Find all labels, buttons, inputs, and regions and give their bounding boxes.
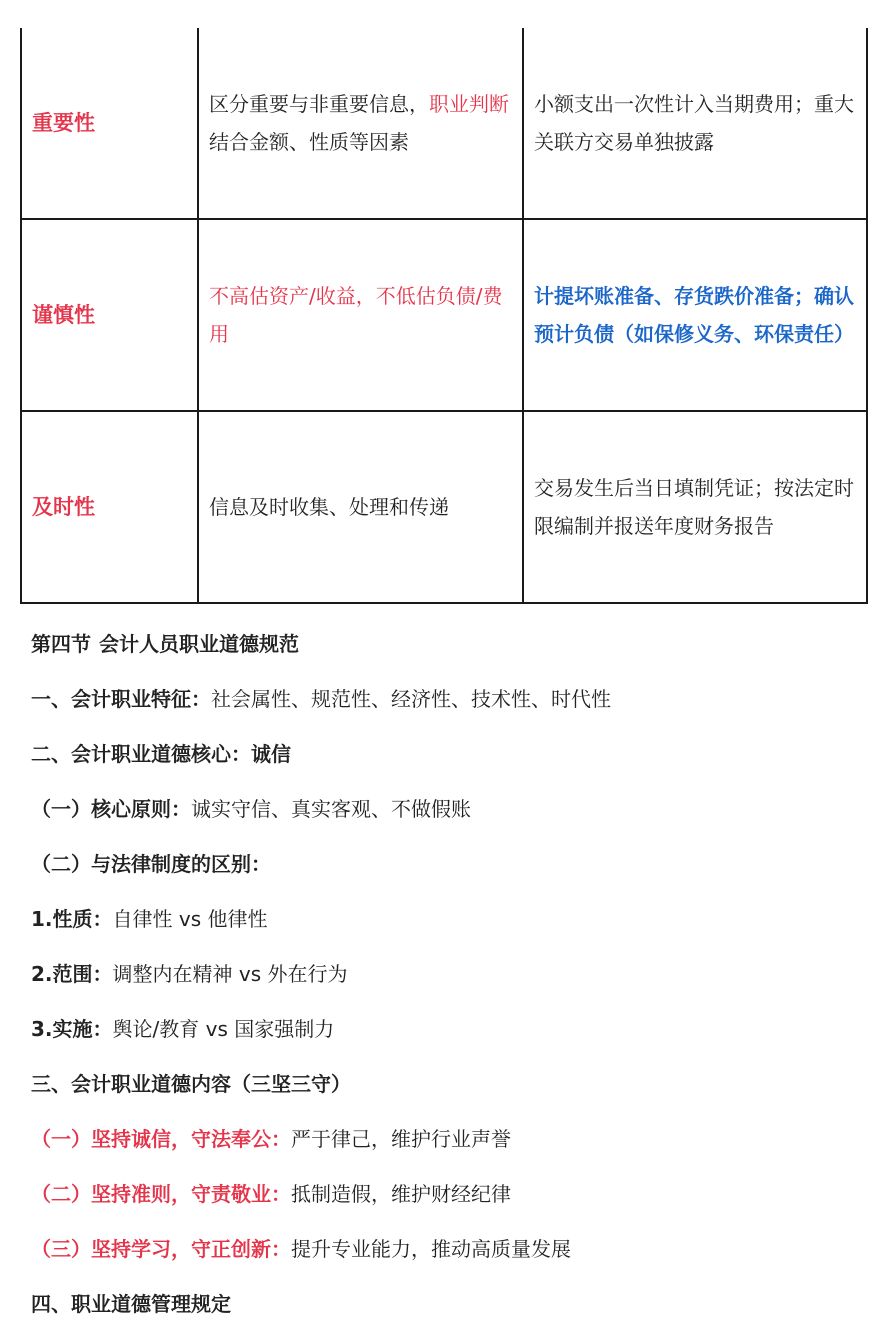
list-item-text: 自律性 vs 他律性 <box>112 907 268 931</box>
description-highlight: 职业判断 <box>429 92 509 116</box>
section-name: 会计人员职业道德规范 <box>99 632 299 656</box>
list-item-integrity <box>31 1119 511 1159</box>
example-text: 小额支出一次性计入当期费用；重大关联方交易单独披露 <box>534 92 854 154</box>
list-item-text: 严于律己，维护行业声誉 <box>291 1127 511 1151</box>
paragraph-core: 二、会计职业道德核心：诚信 <box>31 742 291 766</box>
paragraph-heading: 一、会计职业特征： <box>31 687 211 711</box>
list-item-text: 提升专业能力，推动高质量发展 <box>291 1237 571 1261</box>
list-item-heading: （二）坚持准则，守责敬业： <box>31 1182 291 1206</box>
list-item-text: 调整内在精神 vs 外在行为 <box>112 962 348 986</box>
example-cell <box>523 28 867 219</box>
table-row <box>21 411 867 603</box>
paragraph-text: 诚实守信、真实客观、不做假账 <box>191 797 471 821</box>
description-cell <box>198 411 523 603</box>
paragraph-management: 四、职业道德管理规定 <box>31 1292 231 1316</box>
description-cell <box>198 219 523 411</box>
paragraph-career-features <box>31 679 611 719</box>
list-item-heading: （一）坚持诚信，守法奉公： <box>31 1127 291 1151</box>
paragraph-core-principles <box>31 789 471 829</box>
example-highlight: 计提坏账准备、存货跌价准备；确认预计负债（如保修义务、环保责任） <box>534 284 854 346</box>
list-item-scope <box>31 954 348 994</box>
criterion-cell <box>21 411 198 603</box>
description-highlight: 不高估资产/收益，不低估负债/费用 <box>209 284 503 346</box>
criterion-label: 重要性 <box>32 111 95 135</box>
description-cell <box>198 28 523 219</box>
table-row <box>21 28 867 219</box>
example-cell <box>523 219 867 411</box>
description-text: 信息及时收集、处理和传递 <box>209 495 449 519</box>
paragraph-text: 社会属性、规范性、经济性、技术性、时代性 <box>211 687 611 711</box>
list-item-heading: （三）坚持学习，守正创新： <box>31 1237 291 1261</box>
paragraph-law-difference: （二）与法律制度的区别： <box>31 852 271 876</box>
list-item-text: 抵制造假，维护财经纪律 <box>291 1182 511 1206</box>
list-item-heading: 2.范围： <box>31 962 113 986</box>
principles-table <box>20 28 868 604</box>
list-item-heading: 3.实施： <box>31 1017 113 1041</box>
description-text-rest: 结合金额、性质等因素 <box>209 130 409 154</box>
criterion-label: 及时性 <box>32 495 95 519</box>
list-item-nature <box>31 899 268 939</box>
criterion-label: 谨慎性 <box>32 303 95 327</box>
table-row <box>21 219 867 411</box>
paragraph-heading: （一）核心原则： <box>31 797 191 821</box>
description-text: 区分重要与非重要信息， <box>209 92 429 116</box>
example-text: 交易发生后当日填制凭证；按法定时限编制并报送年度财务报告 <box>534 476 854 538</box>
example-cell <box>523 411 867 603</box>
list-item-standards <box>31 1174 511 1214</box>
section-title <box>31 624 299 664</box>
paragraph-content: 三、会计职业道德内容（三坚三守） <box>31 1072 351 1096</box>
list-item-enforcement <box>31 1009 334 1049</box>
list-item-heading: 1.性质： <box>31 907 113 931</box>
criterion-cell <box>21 28 198 219</box>
criterion-cell <box>21 219 198 411</box>
list-item-text: 舆论/教育 vs 国家强制力 <box>112 1017 335 1041</box>
section-number: 第四节 <box>31 632 91 656</box>
list-item-learning <box>31 1229 571 1269</box>
